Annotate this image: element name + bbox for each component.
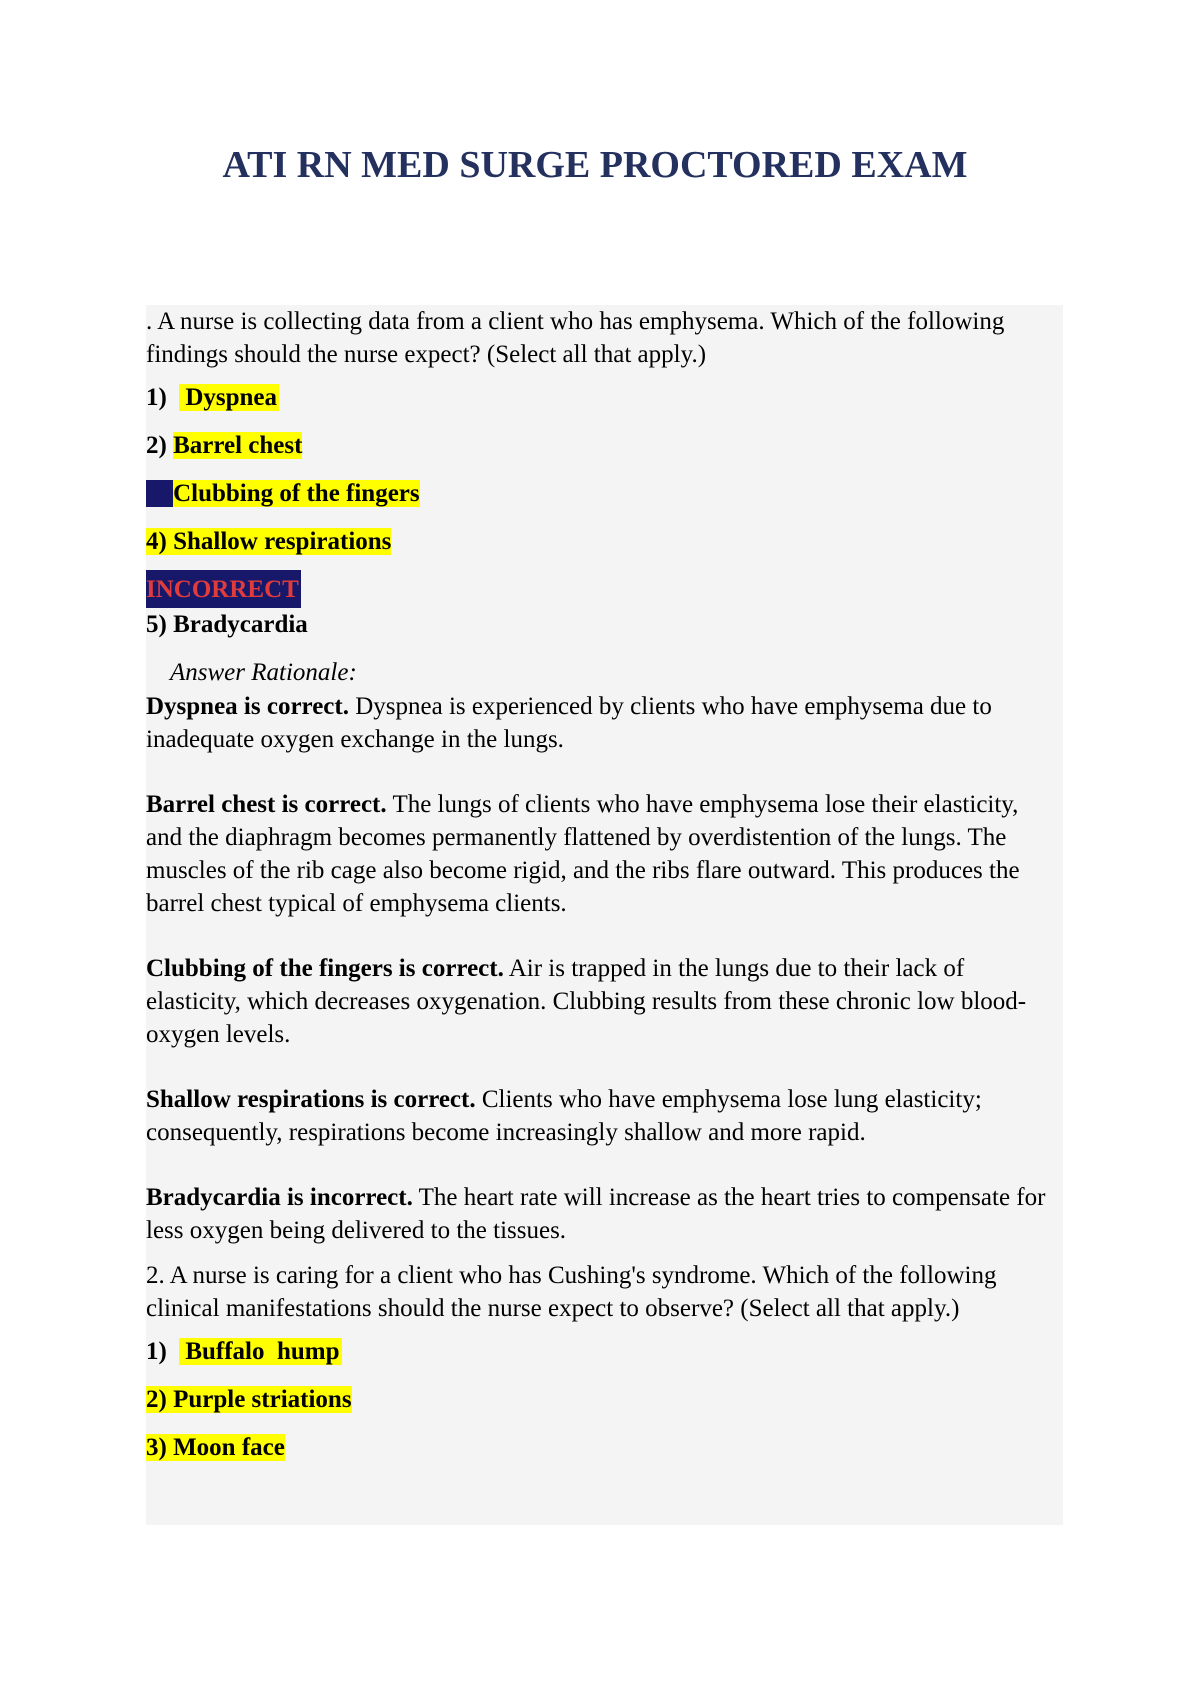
rationale-clubbing — [146, 952, 1056, 1051]
rationale-shallow-respirations — [146, 1083, 1056, 1149]
rationale-bradycardia — [146, 1181, 1056, 1247]
q2-option-3 — [146, 1431, 1056, 1465]
rationale-dyspnea — [146, 690, 1056, 756]
rationale-head: Clubbing of the fingers is correct. — [146, 955, 504, 982]
q1-option-3 — [146, 477, 1056, 511]
option-number: 2) — [146, 1386, 174, 1413]
incorrect-badge: INCORRECT — [146, 570, 301, 608]
q1-option-5 — [146, 608, 1056, 642]
option-label: Dyspnea — [179, 384, 279, 411]
q2-option-1 — [146, 1335, 1056, 1369]
q1-option-1 — [146, 381, 1056, 415]
question-2-text: 2. A nurse is caring for a client who has Cushing's syndrome. Which of the following clinical manifestations should the nurse expect to observe? (Select all that apply.) — [146, 1262, 997, 1322]
rationale-barrel-chest — [146, 788, 1056, 920]
option-number: 1) — [146, 1338, 174, 1365]
rationale-head: Barrel chest is correct. — [146, 791, 387, 818]
exam-content — [146, 305, 1056, 1479]
option-label: Barrel chest — [173, 432, 303, 459]
option-label: Buffalo hump — [179, 1338, 341, 1365]
option-label: Shallow respirations — [173, 528, 392, 555]
q1-option-2 — [146, 429, 1056, 463]
rationale-head: Bradycardia is incorrect. — [146, 1184, 413, 1211]
rationale-body: The lungs of clients who have emphysema lose their elasticity, and the diaphragm becomes permanently flattened by overdistention of the lungs. The muscles of the rib cage also become rigid, and the ribs flare outward. This produces the barrel chest typical of emphysema clients. — [146, 791, 1020, 917]
rationale-body: Dyspnea is experienced by clients who have emphysema due to inadequate oxygen exchange in the lungs. — [146, 693, 992, 753]
answer-rationale-label: Answer Rationale: — [170, 659, 357, 686]
q2-option-2 — [146, 1383, 1056, 1417]
option-number: 3) — [146, 480, 174, 507]
rationale-head: Shallow respirations is correct. — [146, 1086, 476, 1113]
rationale-head: Dyspnea is correct. — [146, 693, 349, 720]
document-title: ATI RN MED SURGE PROCTORED EXAM — [222, 144, 968, 186]
option-label: Purple striations — [173, 1386, 352, 1413]
question-1-text: . A nurse is collecting data from a client who has emphysema. Which of the following findings should the nurse expect? (Select all that apply.) — [146, 308, 1005, 368]
option-number: 1) — [146, 384, 174, 411]
option-number: 3) — [146, 1434, 174, 1461]
rationale-body: Clients who have emphysema lose lung elasticity; consequently, respirations become increasingly shallow and more rapid. — [146, 1086, 982, 1146]
option-label: Bradycardia — [173, 611, 308, 638]
option-number: 2) — [146, 432, 174, 459]
option-number: 4) — [146, 528, 174, 555]
option-number: 5) — [146, 611, 174, 638]
option-label: Moon face — [173, 1434, 285, 1461]
q1-option-4 — [146, 525, 1056, 559]
rationale-body: The heart rate will increase as the heart tries to compensate for less oxygen being delivered to the tissues. — [146, 1184, 1046, 1244]
rationale-body: Air is trapped in the lungs due to their lack of elasticity, which decreases oxygenation. Clubbing results from these chronic low blood-oxygen levels. — [146, 955, 1027, 1048]
option-label: Clubbing of the fingers — [173, 480, 420, 507]
